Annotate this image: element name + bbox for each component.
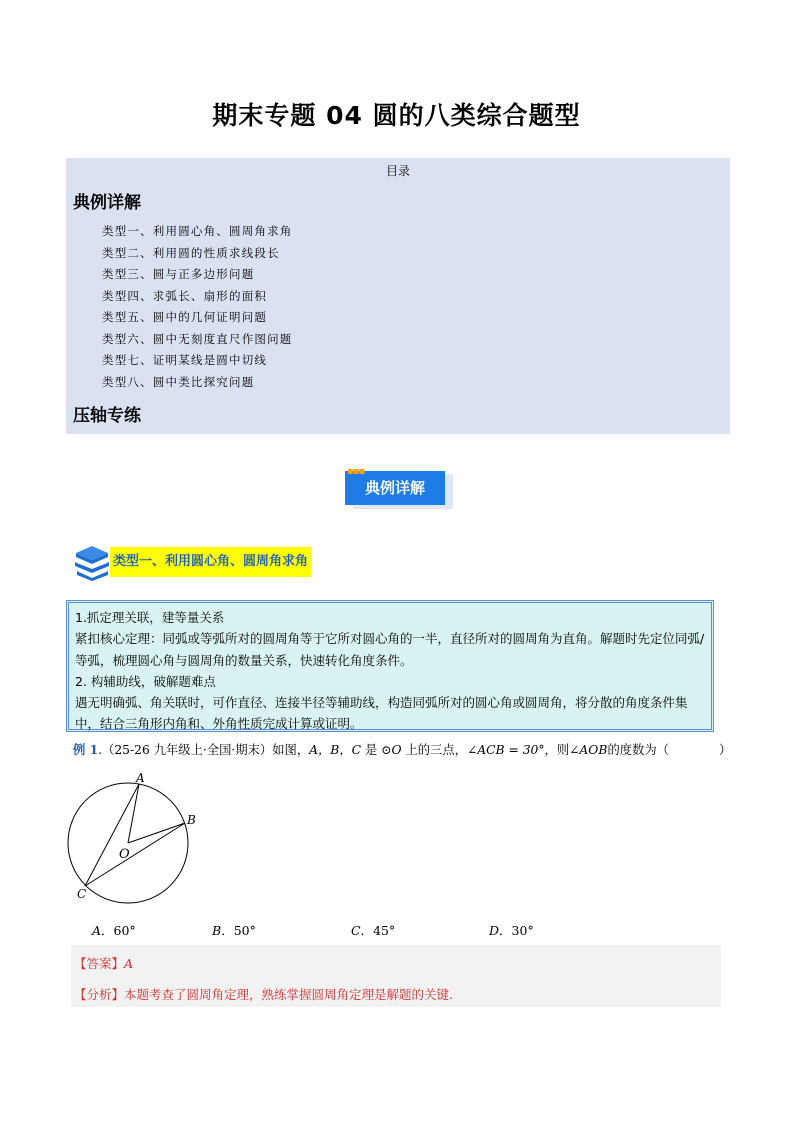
chord-ac xyxy=(85,784,139,886)
choice-c-letter: C xyxy=(351,923,361,938)
toc-item-8[interactable]: 类型八、圆中类比探究问题 xyxy=(102,374,255,389)
choice-c-value: 45° xyxy=(373,923,396,938)
toc-item-3[interactable]: 类型三、圆与正多边形问题 xyxy=(102,267,255,281)
label-o: O xyxy=(119,847,130,862)
choice-d-letter: D xyxy=(489,923,500,938)
label-c: C xyxy=(77,887,87,901)
toc-item-4[interactable]: 类型四、求弧长、扇形的面积 xyxy=(102,288,268,303)
tip-heading-1: 1.抓定理关联，建等量关系 xyxy=(75,610,225,625)
toc-item-6[interactable]: 类型六、圆中无刻度直尺作图问题 xyxy=(102,331,293,346)
example-source: （25-26 九年级上·全国·期末） xyxy=(102,743,273,757)
tip-text-2: 遇无明确弧、角关联时，可作直径、连接半径等辅助线，构造同弧所对的圆心角或圆周角，将分散的角度条件集中，结合三角形内角和、外角性质完成计算或证明。 xyxy=(75,695,688,732)
answer-line xyxy=(74,954,133,972)
choice-b[interactable]: B．50° xyxy=(212,923,256,938)
question-points: A，B，C xyxy=(309,743,362,757)
toc-item-5[interactable]: 类型五、圆中的几何证明问题 xyxy=(102,310,268,324)
choice-b-letter: B xyxy=(212,923,222,938)
toc-item-1[interactable]: 类型一、利用圆心角、圆周角求角 xyxy=(102,224,293,238)
example-1-question xyxy=(73,740,732,758)
chord-bc xyxy=(85,823,185,886)
toc-heading: 目录 xyxy=(385,164,410,178)
question-text-c: 上的三点， xyxy=(401,743,467,757)
page-title: 期末专题 04 圆的八类综合题型 xyxy=(212,101,581,130)
table-of-contents xyxy=(66,158,730,434)
choice-b-value: 50° xyxy=(233,923,256,938)
question-text-a: 如图， xyxy=(272,743,310,757)
toc-section-challenge[interactable]: 压轴专练 xyxy=(73,406,141,426)
answer-value: A xyxy=(124,956,134,971)
question-target: ∠AOB xyxy=(569,743,608,757)
example-dot: . xyxy=(98,743,103,757)
method-tips-box xyxy=(66,600,714,732)
question-text-d: ，则 xyxy=(544,743,570,757)
toc-item-2[interactable]: 类型二、利用圆的性质求线段长 xyxy=(102,245,280,260)
answer-box xyxy=(71,945,721,1007)
answer-paren-close: ） xyxy=(719,743,732,757)
toc-section-examples[interactable]: 典例详解 xyxy=(73,193,141,213)
label-a: A xyxy=(136,771,145,785)
radius-ob xyxy=(128,823,185,843)
choice-d-value: 30° xyxy=(511,923,534,938)
example-label: 例 1 xyxy=(73,742,99,757)
choice-a-letter: A xyxy=(92,923,102,938)
answer-tag: 【答案】 xyxy=(74,956,125,971)
tip-text-1: 紧扣核心定理：同弧或等弧所对的圆周角等于它所对圆心角的一半，直径所对的圆周角为直角。解题时先定位同弧/等弧，梳理圆心角与圆周角的数量关系，快速转化角度条件。 xyxy=(75,631,705,668)
choice-a-value: 60° xyxy=(113,923,136,938)
toc-item-7[interactable]: 类型七、证明某线是圆中切线 xyxy=(102,353,268,367)
section-banner xyxy=(345,468,455,511)
analysis-tag: 【分析】 xyxy=(74,987,125,1002)
banner-dots: ▪▪▪ xyxy=(347,466,365,477)
analysis-text: 本题考查了圆周角定理，熟练掌握圆周角定理是解题的关键. xyxy=(124,987,453,1002)
banner-label: 典例详解 xyxy=(345,471,445,505)
label-b: B xyxy=(187,813,196,827)
choice-d[interactable]: D．30° xyxy=(489,923,534,938)
question-condition: ∠ACB = 30° xyxy=(466,743,545,757)
choice-c[interactable]: C．45° xyxy=(351,923,396,938)
radius-oa xyxy=(128,784,139,843)
books-icon xyxy=(73,545,111,581)
question-text-e: 的度数为（ xyxy=(607,743,669,757)
tip-heading-2: 2. 构辅助线，破解题难点 xyxy=(75,673,216,689)
question-text-b: 是 xyxy=(361,743,382,757)
type1-label: 类型一、利用圆心角、圆周角求角 xyxy=(110,547,311,577)
question-circle: ⊙O xyxy=(381,743,402,757)
circle-figure xyxy=(62,768,202,906)
analysis-line xyxy=(74,985,453,1003)
choice-a[interactable]: A．60° xyxy=(92,923,136,938)
